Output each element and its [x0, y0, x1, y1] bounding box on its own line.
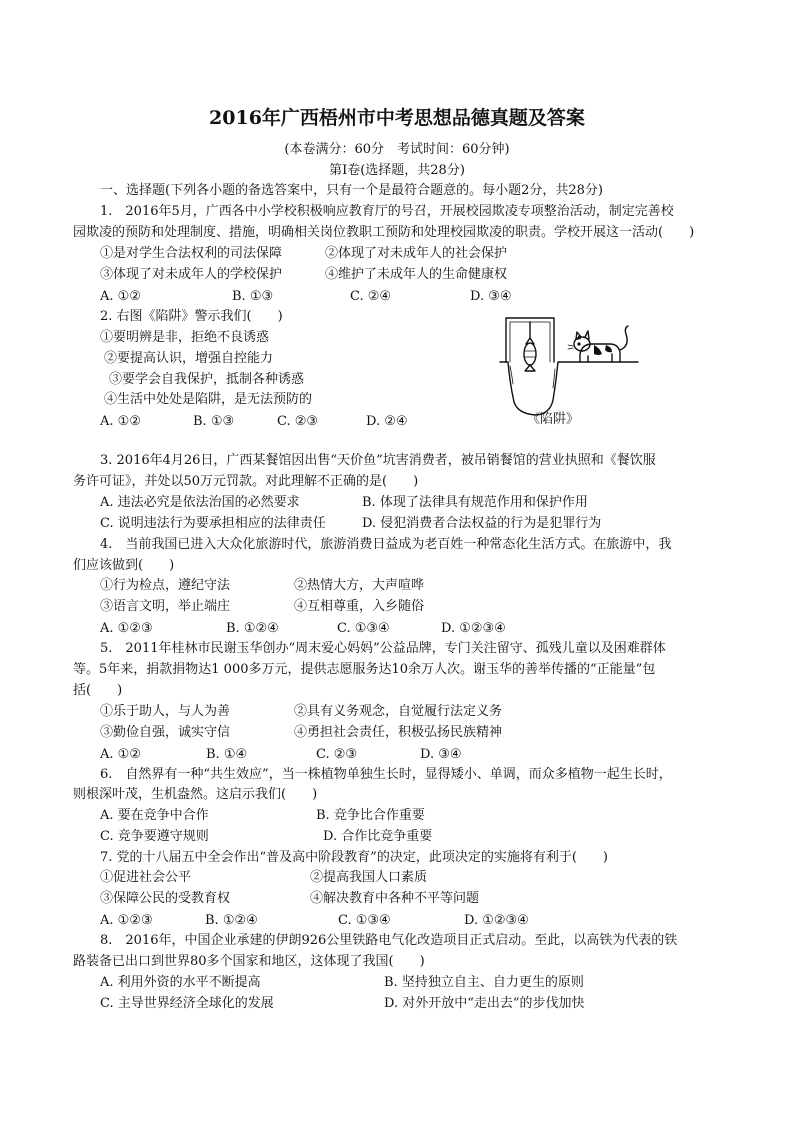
q5-option-3: ③勤俭自强，诚实守信: [100, 725, 231, 740]
q7-choice-b: B. ①②④: [205, 913, 258, 928]
section-heading: 第Ⅰ卷(选择题，共28分): [329, 163, 465, 178]
q5-option-4: ④勇担社会责任，积极弘扬民族精神: [294, 725, 503, 740]
q1-choice-a: A. ①②: [100, 289, 141, 304]
q6-choice-a: A. 要在竞争中合作: [100, 808, 209, 823]
q5-option-2: ②具有义务观念，自觉履行法定义务: [294, 704, 503, 719]
q2-option-3: ③要学会自我保护，抵制各种诱惑: [109, 372, 305, 387]
q1-choice-b: B. ①③: [232, 289, 274, 304]
q2-choice-d: D. ②④: [366, 414, 408, 429]
page-title: 2016年广西梧州市中考思想品德真题及答案: [209, 107, 585, 129]
q5-choice-a: A. ①②: [100, 747, 141, 762]
instructions: 一、选择题(下列各小题的备选答案中，只有一个是最符合题意的。每小题2分，共28分): [100, 183, 603, 198]
q8-choice-b: B. 坚持独立自主、自力更生的原则: [384, 975, 584, 990]
q2-option-2: ②要提高认识，增强自控能力: [104, 351, 274, 366]
q6-stem-line1: 6. 自然界有一种“共生效应”，当一株植物单独生长时，显得矮小、单调，而众多植物一起生长时，: [100, 767, 672, 782]
q6-stem-line2: 则根深叶茂，生机盎然。这启示我们( ): [73, 787, 318, 802]
q5-choice-c: C. ②③: [316, 747, 358, 762]
q5-choice-b: B. ①④: [206, 747, 248, 762]
q3-stem-line2: 务许可证》，并处以50万元罚款。对此理解不正确的是( ): [73, 474, 419, 489]
q3-choice-b: B. 体现了法律具有规范作用和保护作用: [362, 495, 588, 510]
q4-option-1: ①行为检点，遵纪守法: [100, 578, 231, 593]
q2-stem: 2. 右图《陷阱》警示我们( ): [100, 309, 283, 324]
q5-stem-line3: 括( ): [73, 683, 123, 698]
q1-stem-line2: 园欺凌的预防和处理制度、措施，明确相关岗位教职工预防和处理校园欺凌的职责。学校开展这一活动( ): [73, 225, 695, 240]
q3-choice-d: D. 侵犯消费者合法权益的行为是犯罪行为: [362, 516, 602, 531]
q3-choice-c: C. 说明违法行为要承担相应的法律责任: [100, 516, 326, 531]
q8-choice-d: D. 对外开放中“走出去”的步伐加快: [384, 996, 585, 1011]
q3-choice-a: A. 违法必究是依法治国的必然要求: [100, 495, 300, 510]
q2-choice-c: C. ②③: [277, 414, 319, 429]
q4-choice-a: A. ①②③: [100, 621, 153, 636]
q3-stem-line1: 3. 2016年4月26日，广西某餐馆因出售“天价鱼”坑害消费者，被吊销餐馆的营业执照和《餐饮服: [100, 453, 656, 468]
q5-stem-line1: 5. 2011年桂林市民谢玉华创办“周末爱心妈妈”公益品牌，专门关注留守、孤残儿童以及困难群体: [100, 641, 666, 656]
q5-stem-line2: 等。5年来，捐款捐物达1 000多万元，提供志愿服务达10余万人次。谢玉华的善举传播的“正能量”包: [73, 662, 656, 677]
q5-choice-d: D. ③④: [420, 747, 462, 762]
q6-choice-b: B. 竞争比合作重要: [316, 808, 425, 823]
q4-option-3: ③语言文明，举止端庄: [100, 599, 231, 614]
q2-choice-a: A. ①②: [100, 414, 141, 429]
q7-option-1: ①促进社会公平: [100, 870, 192, 885]
exam-meta: (本卷满分：60分 考试时间：60分钟): [284, 142, 510, 157]
q7-choice-a: A. ①②③: [100, 913, 153, 928]
q1-stem-line1: 1. 2016年5月，广西各中小学校积极响应教育厅的号召，开展校园欺凌专项整治活动，制定完善校: [100, 204, 674, 219]
q4-choice-c: C. ①③④: [337, 621, 390, 636]
q1-choice-c: C. ②④: [350, 289, 392, 304]
q1-choice-d: D. ③④: [470, 289, 512, 304]
q7-option-4: ④解决教育中各种不平等问题: [310, 891, 480, 906]
q2-option-4: ④生活中处处是陷阱，是无法预防的: [104, 392, 313, 407]
q4-choice-b: B. ①②④: [226, 621, 279, 636]
q1-option-4: ④维护了未成年人的生命健康权: [325, 267, 508, 282]
q4-option-4: ④互相尊重，入乡随俗: [294, 599, 425, 614]
q6-choice-c: C. 竞争要遵守规则: [100, 829, 209, 844]
q4-option-2: ②热情大方，大声喧哗: [294, 578, 425, 593]
q7-stem: 7. 党的十八届五中全会作出“普及高中阶段教育”的决定，此项决定的实施将有利于( ): [100, 850, 608, 865]
q6-choice-d: D. 合作比竞争重要: [323, 829, 433, 844]
q7-choice-d: D. ①②③④: [464, 913, 529, 928]
q1-option-3: ③体现了对未成年人的学校保护: [100, 267, 283, 282]
q8-choice-c: C. 主导世界经济全球化的发展: [100, 996, 274, 1011]
figure-caption: 《陷阱》: [527, 412, 580, 427]
q8-stem-line1: 8. 2016年，中国企业承建的伊朗926公里铁路电气化改造项目正式启动。至此，以高铁为代表的铁: [100, 933, 678, 948]
q4-choice-d: D. ①②③④: [441, 621, 506, 636]
q8-stem-line2: 路装备已出口到世界80多个国家和地区，这体现了我国( ): [73, 954, 425, 969]
q4-stem-line2: 们应该做到( ): [73, 558, 175, 573]
q8-choice-a: A. 利用外资的水平不断提高: [100, 975, 261, 990]
q1-option-2: ②体现了对未成年人的社会保护: [325, 246, 508, 261]
q7-option-2: ②提高我国人口素质: [310, 870, 428, 885]
q7-choice-c: C. ①③④: [338, 913, 391, 928]
q7-option-3: ③保障公民的受教育权: [100, 891, 231, 906]
q4-stem-line1: 4. 当前我国已进入大众化旅游时代，旅游消费日益成为老百姓一种常态化生活方式。在旅游中，我: [100, 537, 672, 552]
q1-option-1: ①是对学生合法权利的司法保障: [100, 246, 283, 261]
q2-choice-b: B. ①③: [193, 414, 235, 429]
q5-option-1: ①乐于助人，与人为善: [100, 704, 231, 719]
q2-option-1: ①要明辨是非，拒绝不良诱惑: [100, 330, 270, 345]
